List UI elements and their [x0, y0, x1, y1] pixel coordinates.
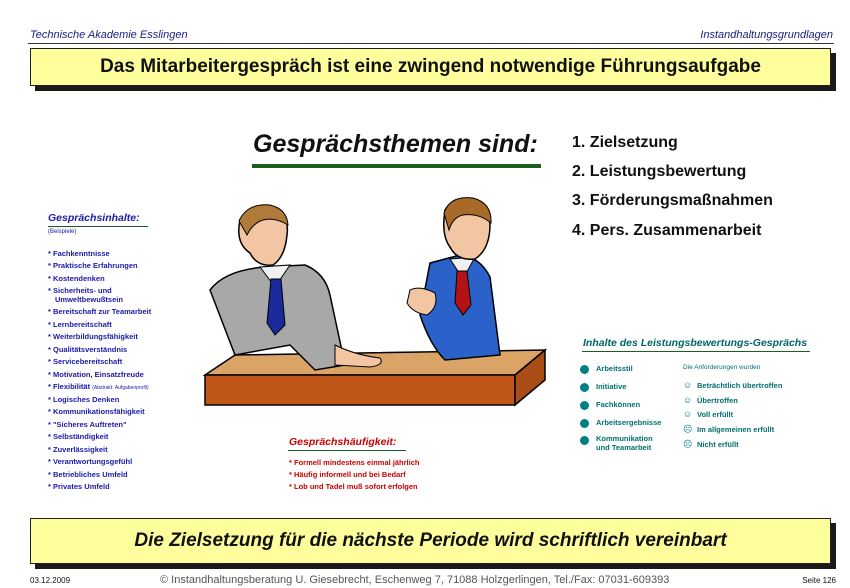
contents-item: * Bereitschaft zur Teamarbeit [48, 307, 152, 316]
evaluation-criterion: Arbeitsergebnisse [596, 418, 662, 427]
conclusion-box [30, 518, 831, 564]
contents-item: * Motivation, Einsatzfreude [48, 370, 144, 379]
smiley-5-icon: ☹ [683, 439, 693, 449]
topic-item: 1. Zielsetzung [572, 134, 678, 151]
bullet-icon [580, 383, 589, 392]
contents-item: * Sicherheits- und [48, 286, 112, 295]
header-right: Instandhaltungsgrundlagen [700, 29, 833, 41]
contents-item: * Kostendenken [48, 274, 105, 283]
evaluation-title: Inhalte des Leistungsbewertungs-Gesprächs [583, 337, 808, 349]
contents-item [48, 382, 149, 391]
evaluation-criterion: Fachkönnen [596, 400, 641, 409]
evaluation-rating: Im allgemeinen erfüllt [697, 425, 775, 434]
topic-item: 2. Leistungsbewertung [572, 163, 747, 180]
bullet-icon [580, 401, 589, 410]
contents-item: * Servicebereitschaft [48, 357, 123, 366]
bullet-icon [580, 365, 589, 374]
contents-item: * Fachkenntnisse [48, 249, 110, 258]
contents-item: * Kommunikationsfähigkeit [48, 407, 145, 416]
frequency-underline [288, 450, 406, 451]
smiley-1-icon: ☺ [683, 380, 693, 390]
contents-item: * Qualitätsverständnis [48, 345, 128, 354]
evaluation-rating: Übertroffen [697, 396, 738, 405]
footer-copyright: © Instandhaltungsberatung U. Giesebrecht, Eschenweg 7, 71088 Holzgerlingen, Tel./Fax: 07031-609393 [160, 574, 670, 586]
themes-heading: Gesprächsthemen sind: [253, 130, 538, 158]
frequency-title: Gesprächshäufigkeit: [289, 436, 397, 448]
page-title: Das Mitarbeitergespräch ist eine zwingend notwendige Führungsaufgabe [100, 56, 761, 77]
footer-date: 03.12.2009 [30, 576, 71, 585]
contents-item: * Selbständigkeit [48, 432, 109, 441]
evaluation-rating: Beträchtlich übertroffen [697, 381, 783, 390]
smiley-2-icon: ☺ [683, 395, 693, 405]
contents-item: * Betriebliches Umfeld [48, 470, 128, 479]
themes-underline [252, 164, 541, 168]
meeting-illustration [195, 195, 565, 410]
title-box [30, 48, 831, 86]
contents-item: * Lernbereitschaft [48, 320, 112, 329]
evaluation-criterion: Initiative [596, 382, 627, 391]
contents-title: Gesprächsinhalte: [48, 212, 140, 224]
contents-item-text: * Flexibilität [48, 382, 91, 391]
evaluation-rating: Voll erfüllt [697, 410, 734, 419]
contents-item: * Privates Umfeld [48, 482, 110, 491]
smiley-4-icon: ☹ [683, 424, 693, 434]
contents-item: * "Sicheres Auftreten" [48, 420, 127, 429]
header-divider [28, 43, 834, 44]
bullet-icon [580, 436, 589, 445]
contents-item: * Verantwortungsgefühl [48, 457, 133, 466]
frequency-item: * Häufig informell und bei Bedarf [289, 470, 406, 479]
contents-underline [48, 226, 148, 227]
bullet-icon [580, 419, 589, 428]
evaluation-rating: Nicht erfüllt [697, 440, 739, 449]
contents-item: * Praktische Erfahrungen [48, 261, 138, 270]
contents-item: * Zuverlässigkeit [48, 445, 108, 454]
frequency-item: * Lob und Tadel muß sofort erfolgen [289, 482, 418, 491]
contents-item-note: (Abstrakt: Aufgabenprofil) [92, 385, 149, 391]
frequency-item: * Formell mindestens einmal jährlich [289, 458, 420, 467]
evaluation-criterion: Arbeitsstil [596, 364, 633, 373]
evaluation-criterion: Kommunikation [596, 434, 653, 443]
contents-subtitle: (Beispiele) [48, 229, 77, 235]
footer-page: Seite 126 [802, 576, 836, 585]
contents-item: Umweltbewußtsein [55, 295, 123, 304]
evaluation-criterion: und Teamarbeit [596, 443, 652, 452]
contents-item: * Logisches Denken [48, 395, 120, 404]
topic-item: 4. Pers. Zusammenarbeit [572, 222, 762, 239]
smiley-3-icon: ☺ [683, 409, 693, 419]
topic-item: 3. Förderungsmaßnahmen [572, 192, 773, 209]
contents-item: * Weiterbildungsfähigkeit [48, 332, 138, 341]
evaluation-scale-header: Die Anforderungen wurden [683, 364, 761, 371]
evaluation-underline [582, 351, 810, 352]
header-left: Technische Akademie Esslingen [30, 29, 188, 41]
conclusion-text: Die Zielsetzung für die nächste Periode wird schriftlich vereinbart [134, 530, 727, 551]
